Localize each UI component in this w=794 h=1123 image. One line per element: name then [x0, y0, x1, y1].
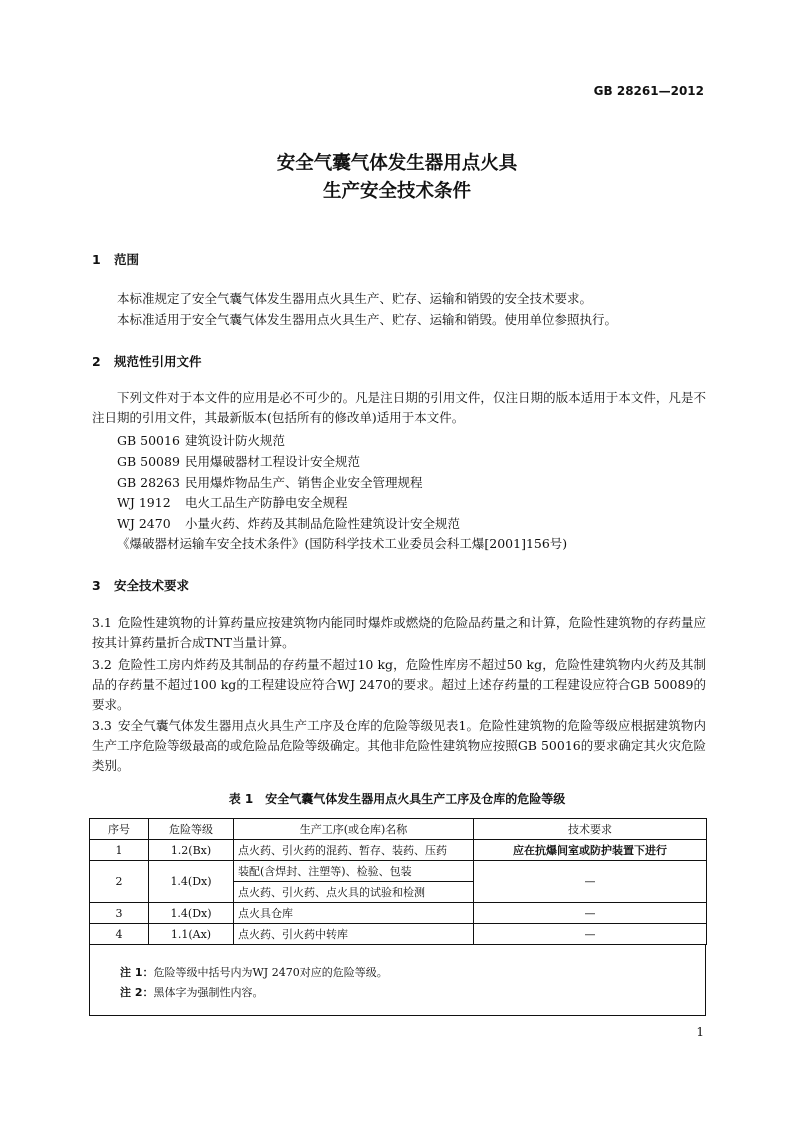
- hazard-grade: 1.2(Bx): [149, 840, 234, 861]
- clause-text: 危险性工房内炸药及其制品的存药量不超过10 kg，危险性库房不超过50 kg，危险性建筑物内火药及其制品的存药量不超过100 kg的工程建设应符合WJ 2470的要求。超过上述存药量的工程建设应符合GB 50089的要求。: [92, 657, 706, 712]
- note-label: 注 2：: [120, 986, 154, 999]
- row-number: 4: [90, 924, 149, 945]
- header-cell: 技术要求: [474, 819, 707, 840]
- process-name: 装配(含焊封、注塑等)、检验、包装: [234, 861, 474, 882]
- reference-title: 民用爆炸物品生产、销售企业安全管理规程: [185, 475, 423, 490]
- standard-number: GB 28261—2012: [593, 84, 704, 98]
- clause-3-2: [92, 655, 706, 715]
- reference-item: [117, 514, 460, 532]
- scope-paragraph-2: 本标准适用于安全气囊气体发生器用点火具生产、贮存、运输和销毁。使用单位参照执行。: [117, 312, 618, 327]
- hazard-grade: 1.1(Ax): [149, 924, 234, 945]
- reference-code: GB 28263: [117, 475, 180, 490]
- table-row: [90, 861, 707, 882]
- clause-3-1: [92, 613, 706, 653]
- process-name: 点火药、引火药中转库: [234, 924, 474, 945]
- note-text: 危险等级中括号内为WJ 2470对应的危险等级。: [153, 966, 388, 979]
- reference-item: [117, 493, 348, 511]
- table-note: [120, 963, 705, 983]
- clause-text: 危险性建筑物的计算药量应按建筑物内能同时爆炸或燃烧的危险品药量之和计算，危险性建筑物的存药量应按其计算药量折合成TNT当量计算。: [92, 615, 706, 650]
- table-row: [90, 840, 707, 861]
- technical-requirement: —: [474, 861, 707, 903]
- header-cell: 序号: [90, 819, 149, 840]
- clause-3-3: [92, 716, 706, 776]
- section-3-heading: [92, 576, 189, 594]
- hazard-grade: 1.4(Dx): [149, 861, 234, 903]
- reference-code: GB 50089: [117, 454, 180, 469]
- document-title: [0, 150, 794, 206]
- row-number: 3: [90, 903, 149, 924]
- clause-number: 3.3: [92, 718, 112, 733]
- reference-item: [117, 473, 423, 491]
- technical-requirement: 应在抗爆间室或防护装置下进行: [474, 840, 707, 861]
- section-number: 3: [92, 578, 101, 593]
- title-line-2: 生产安全技术条件: [322, 181, 471, 202]
- clause-number: 3.1: [92, 615, 112, 630]
- reference-code: WJ 1912: [117, 495, 171, 510]
- reference-item: [117, 452, 360, 470]
- process-name: 点火药、引火药、点火具的试验和检测: [234, 882, 474, 903]
- header-cell: 危险等级: [149, 819, 234, 840]
- scope-paragraph-1: 本标准规定了安全气囊气体发生器用点火具生产、贮存、运输和销毁的安全技术要求。: [117, 291, 593, 306]
- table-note: [120, 983, 705, 1003]
- header-cell: 生产工序(或仓库)名称: [234, 819, 474, 840]
- reference-code: WJ 2470: [117, 516, 171, 531]
- reference-title: 电火工品生产防静电安全规程: [185, 495, 348, 510]
- section-title: 范围: [114, 252, 140, 267]
- process-name: 点火药、引火药的混药、暂存、装药、压药: [234, 840, 474, 861]
- hazard-grade-table: [89, 818, 707, 945]
- technical-requirement: —: [474, 924, 707, 945]
- table-caption: 表 1 安全气囊气体发生器用点火具生产工序及仓库的危险等级: [228, 792, 566, 806]
- reference-title: 小量火药、炸药及其制品危险性建筑设计安全规范: [185, 516, 461, 531]
- note-label: 注 1：: [120, 966, 154, 979]
- section-1-heading: [92, 250, 139, 268]
- note-text: 黑体字为强制性内容。: [153, 986, 264, 999]
- table-header-row: [90, 819, 707, 840]
- section-title: 规范性引用文件: [114, 354, 202, 369]
- hazard-grade: 1.4(Dx): [149, 903, 234, 924]
- table-row: [90, 924, 707, 945]
- section-2-heading: [92, 352, 202, 370]
- reference-extra: 《爆破器材运输车安全技术条件》(国防科学技术工业委员会科工爆[2001]156号): [117, 536, 568, 551]
- page-number: 1: [696, 1025, 704, 1039]
- row-number: 1: [90, 840, 149, 861]
- row-number: 2: [90, 861, 149, 903]
- section-title: 安全技术要求: [114, 578, 190, 593]
- table-notes: [89, 945, 706, 1016]
- reference-title: 建筑设计防火规范: [185, 433, 286, 448]
- section-number: 2: [92, 354, 101, 369]
- table-row: [90, 903, 707, 924]
- reference-item: [117, 431, 285, 449]
- references-intro: 下列文件对于本文件的应用是必不可少的。凡是注日期的引用文件，仅注日期的版本适用于本文件，凡是不注日期的引用文件，其最新版本(包括所有的修改单)适用于本文件。: [92, 390, 706, 425]
- process-name: 点火具仓库: [234, 903, 474, 924]
- reference-code: GB 50016: [117, 433, 180, 448]
- technical-requirement: —: [474, 903, 707, 924]
- clause-number: 3.2: [92, 657, 112, 672]
- section-number: 1: [92, 252, 101, 267]
- reference-title: 民用爆破器材工程设计安全规范: [185, 454, 361, 469]
- title-line-1: 安全气囊气体发生器用点火具: [276, 153, 518, 174]
- clause-text: 安全气囊气体发生器用点火具生产工序及仓库的危险等级见表1。危险性建筑物的危险等级应根据建筑物内生产工序危险等级最高的或危险品危险等级确定。其他非危险性建筑物应按照GB 50016的要求确定其火灾危险类别。: [92, 718, 706, 773]
